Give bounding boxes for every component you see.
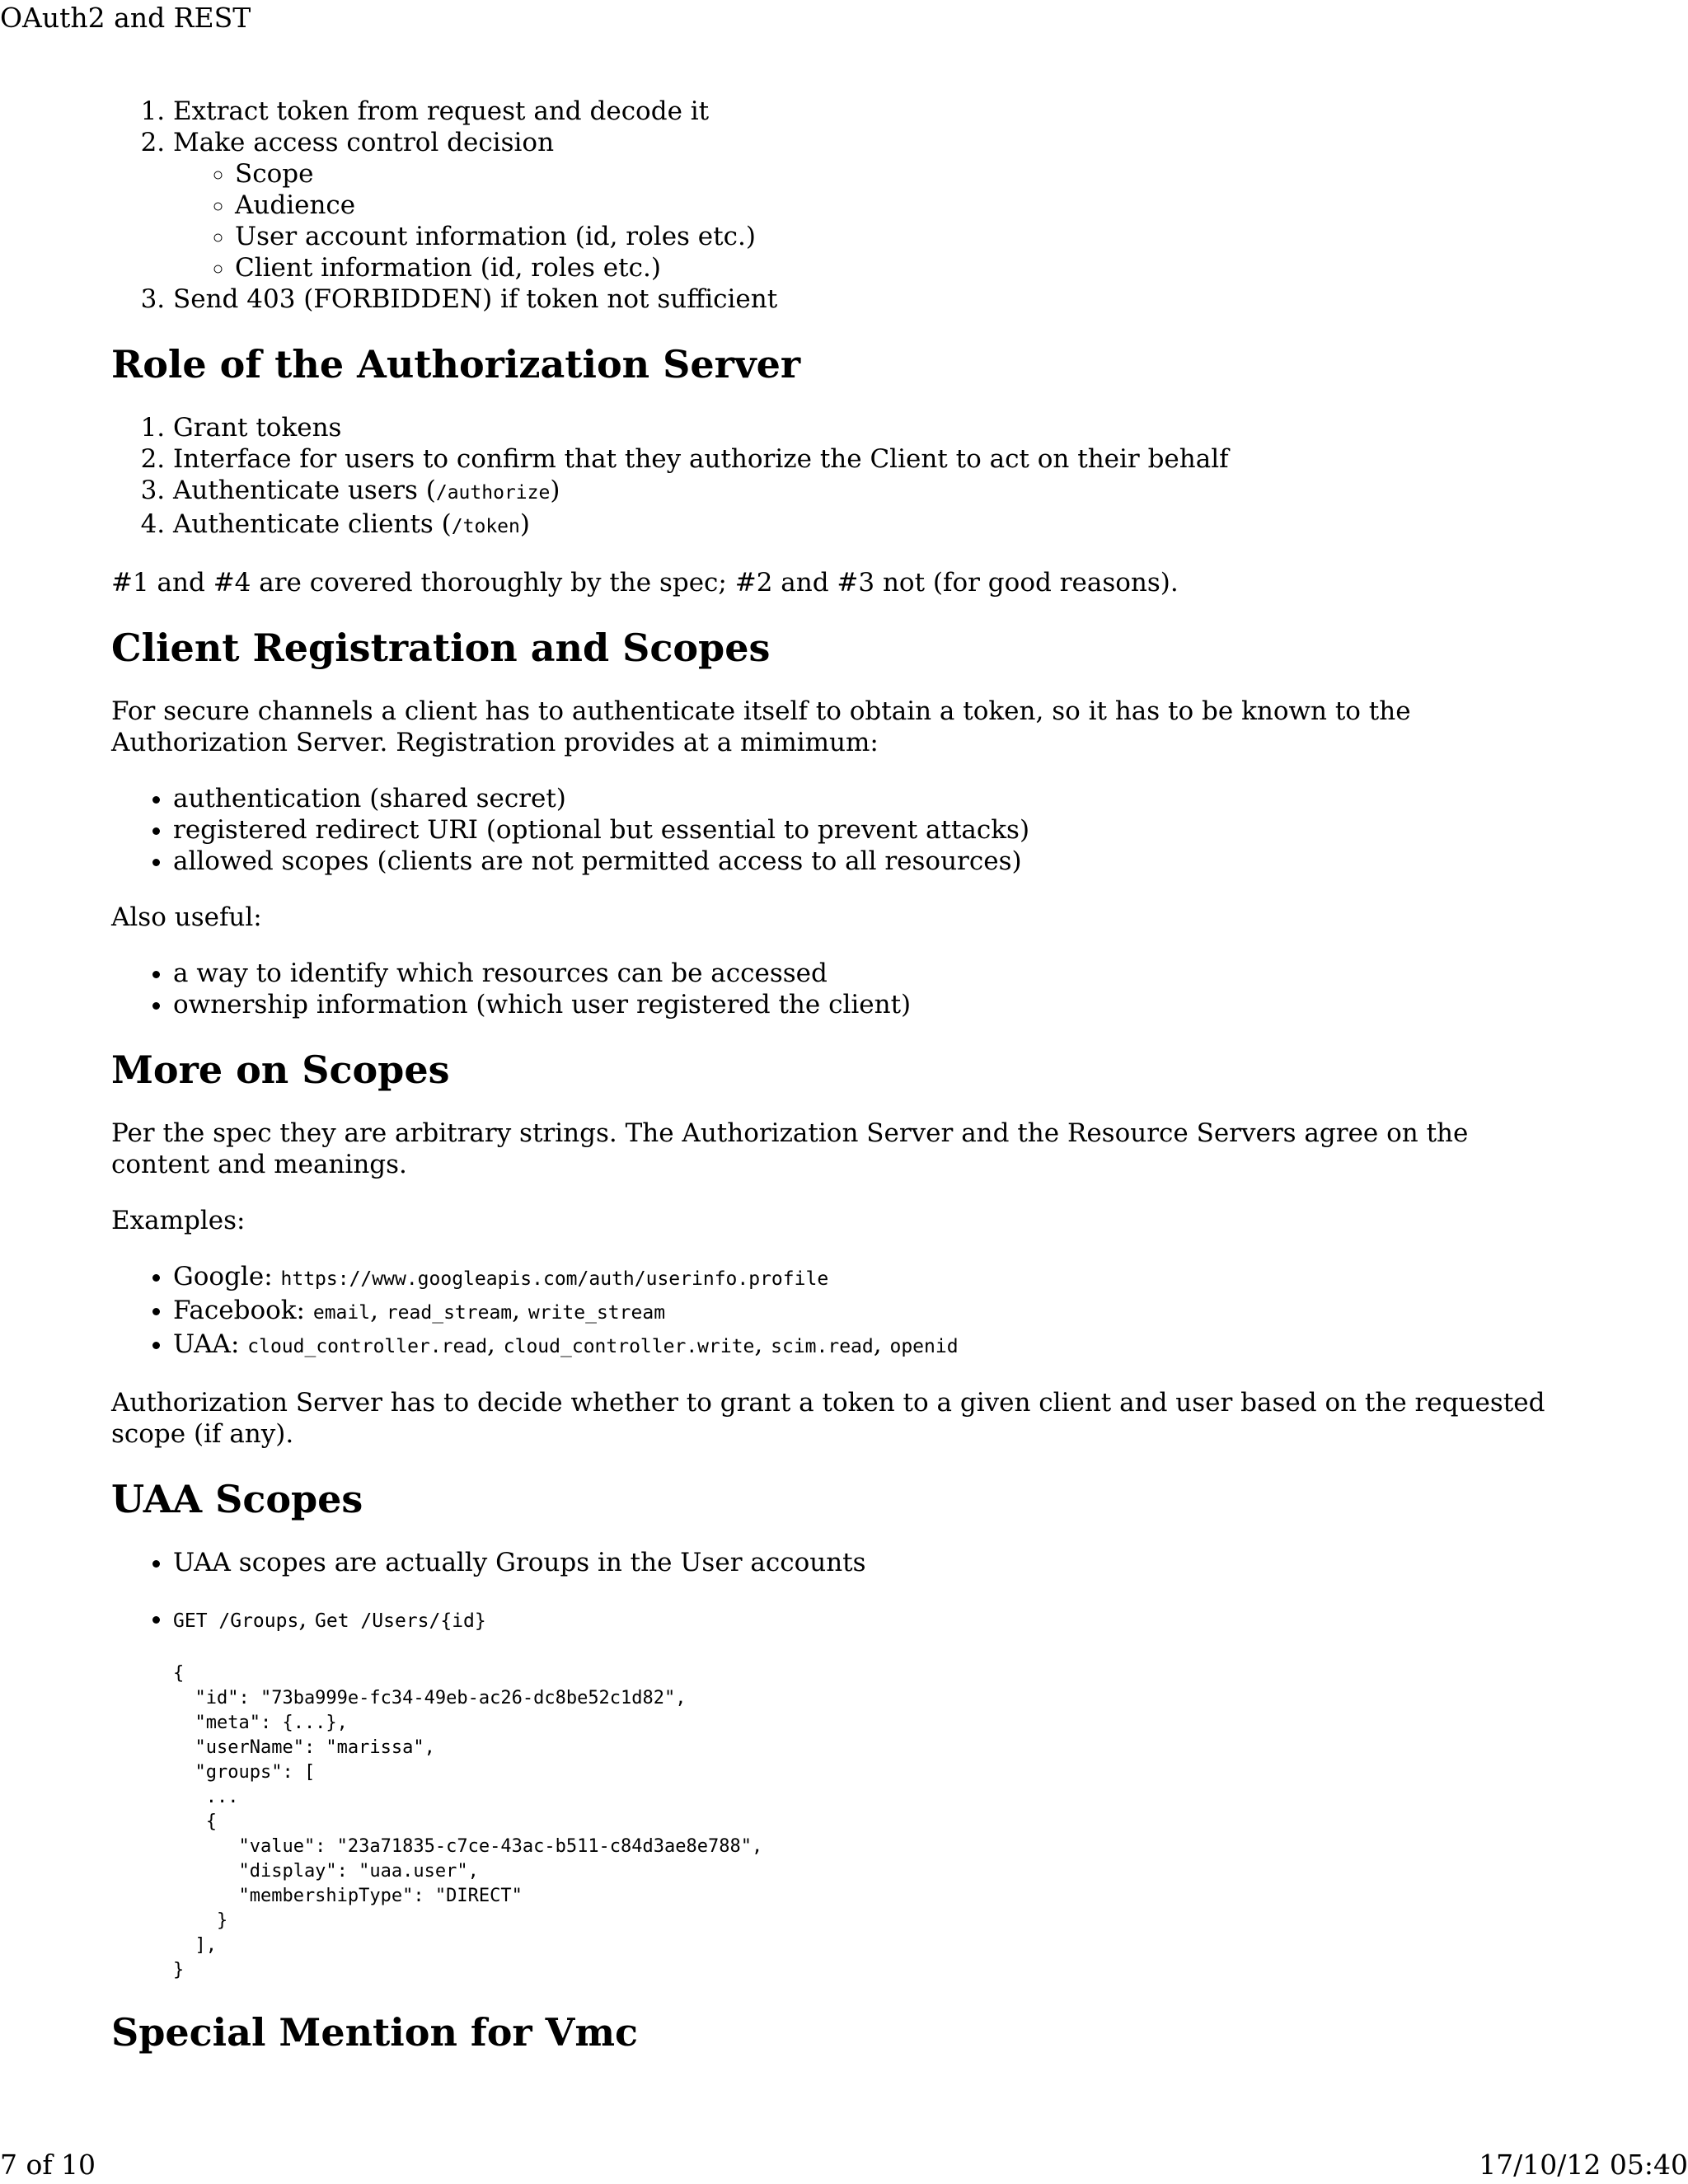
list-item: • UAA scopes are actually Groups in the User accounts <box>173 1547 1562 1578</box>
document-content <box>111 96 1562 2055</box>
list-item: ◦ Scope <box>235 158 1562 190</box>
list-item <box>173 127 1562 284</box>
uaa-scope-code: cloud_controller.read <box>247 1336 488 1357</box>
list-item: • a way to identify which resources can be accessed <box>173 958 1562 989</box>
list-item <box>173 1295 1562 1329</box>
separator: , <box>487 1329 504 1359</box>
scope-examples-list <box>111 1261 1562 1362</box>
uaa-scope-code: cloud_controller.write <box>503 1336 755 1357</box>
section-heading-uaa-scopes: UAA Scopes <box>111 1477 363 1521</box>
google-label: Google: <box>173 1262 281 1291</box>
authorize-endpoint-code: /authorize <box>435 482 551 504</box>
list-item-text: Authenticate users ( <box>173 476 436 505</box>
list-item <box>173 475 1562 509</box>
also-useful-list <box>111 958 1562 1020</box>
section-heading-more-scopes: More on Scopes <box>111 1047 450 1092</box>
user-json-code-block: { "id": "73ba999e-fc34-49eb-ac26-dc8be52c1d82", "meta": {...}, "userName": "marissa", "groups": [ ... { "value": "23a71835-c7ce-43ac-b511-c84d3ae8e788", "display": "uaa.user", "membershipType": "DIRECT" } ], } <box>173 1663 763 1980</box>
groups-endpoint-code: GET /Groups <box>173 1610 299 1632</box>
list-item: • authentication (shared secret) <box>173 783 1562 814</box>
section-heading-vmc: Special Mention for Vmc <box>111 2010 639 2055</box>
list-item <box>173 284 1562 315</box>
separator: , <box>370 1296 387 1325</box>
separator: , <box>512 1296 528 1325</box>
auth-server-roles-list <box>111 412 1562 542</box>
uaa-scopes-list <box>111 1547 1562 1983</box>
page-header-title: OAuth2 and REST <box>0 2 251 34</box>
list-item-text: Extract token from request and decode it <box>173 96 710 126</box>
list-item-text: Make access control decision <box>173 128 555 157</box>
auth-server-note: #1 and #4 are covered thoroughly by the spec; #2 and #3 not (for good reasons). <box>111 568 1179 598</box>
examples-label: Examples: <box>111 1206 246 1235</box>
access-decision-sublist <box>173 158 1562 284</box>
list-item: ◦ User account information (id, roles etc.) <box>235 221 1562 252</box>
separator: , <box>754 1329 771 1359</box>
print-timestamp: 17/10/12 05:40 <box>1479 2149 1688 2181</box>
list-item: 1. Grant tokens <box>173 412 1562 443</box>
users-endpoint-code: Get /Users/{id} <box>315 1610 486 1632</box>
more-scopes-outro: Authorization Server has to decide whether to grant a token to a given client and user based on the requested scope (if any). <box>111 1388 1545 1449</box>
list-item <box>173 1603 1562 1983</box>
list-item: • allowed scopes (clients are not permitted access to all resources) <box>173 846 1562 877</box>
facebook-label: Facebook: <box>173 1296 313 1325</box>
list-item <box>173 1329 1562 1362</box>
uaa-scope-code: scim.read <box>771 1336 874 1357</box>
list-item <box>173 509 1562 542</box>
facebook-scope-code: write_stream <box>528 1302 666 1324</box>
list-item: ◦ Audience <box>235 190 1562 221</box>
list-item: ◦ Client information (id, roles etc.) <box>235 252 1562 284</box>
section-heading-authorization-server: Role of the Authorization Server <box>111 342 801 387</box>
list-item: • registered redirect URI (optional but essential to prevent attacks) <box>173 814 1562 846</box>
close-paren: ) <box>550 476 560 505</box>
registration-items-list <box>111 783 1562 877</box>
list-item-text: Authenticate clients ( <box>173 509 452 539</box>
intro-steps-list <box>111 96 1562 315</box>
list-item: • ownership information (which user registered the client) <box>173 989 1562 1020</box>
list-item <box>173 1261 1562 1295</box>
list-item: 2. Interface for users to confirm that they authorize the Client to act on their behalf <box>173 443 1562 475</box>
client-registration-intro: For secure channels a client has to authenticate itself to obtain a token, so it has to be known to the Authorization Server. Registration provides at a mimimum: <box>111 696 1411 757</box>
google-scope-code: https://www.googleapis.com/auth/userinfo.profile <box>280 1268 829 1290</box>
uaa-scope-code: openid <box>889 1336 959 1357</box>
separator: , <box>873 1329 890 1359</box>
page-number: 7 of 10 <box>0 2149 96 2181</box>
list-item <box>173 96 1562 127</box>
facebook-scope-code: email <box>312 1302 371 1324</box>
more-scopes-intro: Per the spec they are arbitrary strings. The Authorization Server and the Resource Servers agree on the content and meanings. <box>111 1118 1469 1179</box>
list-item-text: Send 403 (FORBIDDEN) if token not sufficient <box>173 284 778 314</box>
uaa-label: UAA: <box>173 1329 248 1359</box>
section-heading-client-registration: Client Registration and Scopes <box>111 626 771 670</box>
token-endpoint-code: /token <box>451 516 520 537</box>
close-paren: ) <box>519 509 530 539</box>
also-useful-label: Also useful: <box>111 902 262 932</box>
separator: , <box>298 1604 316 1633</box>
facebook-scope-code: read_stream <box>386 1302 513 1324</box>
